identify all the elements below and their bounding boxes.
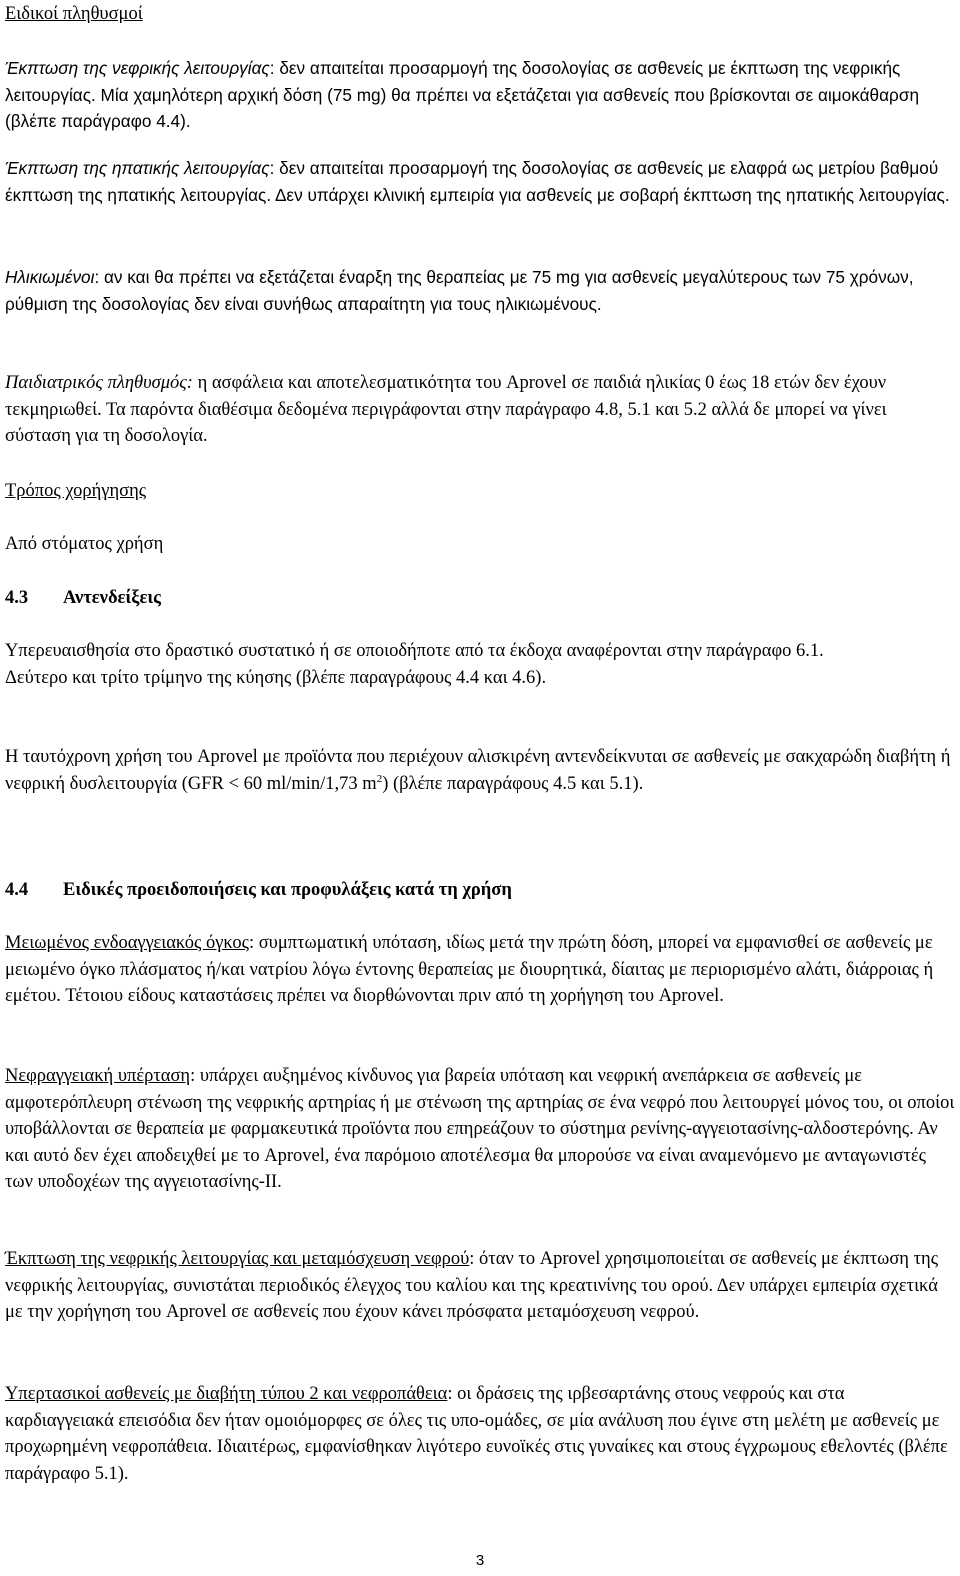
- elderly-paragraph: Ηλικιωμένοι: αν και θα πρέπει να εξετάζεται έναρξη της θεραπείας με 75 mg για ασθενείς μεγαλύτερους των 75 χρόνων, ρύθμιση της δοσολογίας δεν είναι συνήθως απαραίτητη για τους ηλικιωμένους.: [5, 267, 914, 314]
- elderly-label: Ηλικιωμένοι: [5, 267, 95, 287]
- renovascular-label: Νεφραγγειακή υπέρταση: [5, 1066, 191, 1086]
- section-title: Αντενδείξεις: [63, 588, 161, 608]
- paediatric-label: Παιδιατρικός πληθυσμός:: [5, 373, 193, 393]
- section-number: 4.3: [5, 588, 29, 608]
- paediatric-paragraph: Παιδιατρικός πληθυσμός: η ασφάλεια και αποτελεσματικότητα του Aprovel σε παιδιά ηλικίας 0 έως 18 ετών δεν έχουν τεκμηριωθεί. Τα παρόντα διαθέσιμα δεδομένα περιγράφονται στην παράγραφο 4.8, 5.1 και 5.2 αλλά δε μπορεί να γίνει σύσταση για τη δοσολογία.: [5, 373, 887, 446]
- volume-depletion-label: Μειωμένος ενδοαγγειακός όγκος: [5, 933, 249, 953]
- page-number: 3: [475, 1552, 485, 1569]
- renal-impairment-paragraph: Έκπτωση της νεφρικής λειτουργίας: δεν απαιτείται προσαρμογή της δοσολογίας σε ασθενείς με έκπτωση της νεφρικής λειτουργίας. Μία χαμηλότερη αρχική δόση (75 mg) θα πρέπει να εξετάζεται για ασθενείς που βρίσκονται σε αιμοκάθαρση (βλέπε παράγραφο 4.4).: [5, 58, 920, 131]
- section-number: 4.4: [5, 880, 29, 900]
- renal-transplant-paragraph: Έκπτωση της νεφρικής λειτουργίας και μεταμόσχευση νεφρού: όταν το Aprovel χρησιμοποιείται σε ασθενείς με έκπτωση της νεφρικής λειτουργίας, συνιστάται περιοδικός έλεγχος του καλίου και της κρεατινίνης του ορού. Δεν υπάρχει εμπειρία σχετικά με την χορήγηση του Aprovel σε ασθενείς που έχουν κάνει πρόσφατα μεταμόσχευση νεφρού.: [5, 1249, 939, 1322]
- renovascular-paragraph: Νεφραγγειακή υπέρταση: υπάρχει αυξημένος κίνδυνος για βαρεία υπόταση και νεφρική ανεπάρκεια σε ασθενείς με αμφοτερόπλευρη στένωση της νεφρικής αρτηρίας ή με στένωση της αρτηρίας σε ένα νεφρό που λειτουργεί μόνος του, οι οποίοι υποβάλλονται σε θεραπεία με φαρμακευτικά προϊόντα που επηρεάζουν το σύστημα ρενίνης-αγγειοτασίνης-αλδοστερόνης. Αν και αυτό δεν έχει αποδειχθεί με το Aprovel, ένα παρόμοιο αποτέλεσμα θα μπορούσε να είναι αναμενόμενο με ανταγωνιστές των υποδοχέων της αγγειοτασίνης-ΙΙ.: [5, 1066, 955, 1192]
- contraindications-paragraph-1: Υπερευαισθησία στο δραστικό συστατικό ή σε οποιοδήποτε από τα έκδοχα αναφέρονται στην παράγραφο 6.1. Δεύτερο και τρίτο τρίμηνο της κύησης (βλέπε παραγράφους 4.4 και 4.6).: [5, 641, 824, 688]
- section-4-4-heading: [5, 877, 955, 904]
- volume-depletion-paragraph: Μειωμένος ενδοαγγειακός όγκος: συμπτωματική υπόταση, ιδίως μετά την πρώτη δόση, μπορεί να εμφανισθεί σε ασθενείς με μειωμένο όγκο πλάσματος ή/και νατρίου λόγω έντονης θεραπείας με διουρητικά, δίαιτας με περιορισμένο αλάτι, διάρροιας ή εμέτου. Τέτοιου είδους καταστάσεις πρέπει να διορθώνονται πριν από τη χορήγηση του Aprovel.: [5, 933, 934, 1006]
- renal-transplant-label: Έκπτωση της νεφρικής λειτουργίας και μεταμόσχευση νεφρού: [5, 1249, 470, 1269]
- section-title: Ειδικές προειδοποιήσεις και προφυλάξεις κατά τη χρήση: [63, 880, 512, 900]
- diabetic-nephropathy-paragraph: Υπερτασικοί ασθενείς με διαβήτη τύπου 2 και νεφροπάθεια: οι δράσεις της ιρβεσαρτάνης στους νεφρούς και στα καρδιαγγειακά επεισόδια δεν ήταν ομοιόμορφες σε όλες τις υπο-ομάδες, σε μία ανάλυση που έγινε στη μελέτη με ασθενείς με προχωρημένη νεφροπάθεια. Ιδιαιτέρως, εμφανίσθηκαν λιγότερο ευνοϊκές στις γυναίκες και στους έγχρωμους εθελοντές (βλέπε παράγραφο 5.1).: [5, 1384, 948, 1484]
- administration-heading: Τρόπος χορήγησης: [5, 481, 147, 501]
- hepatic-impairment-paragraph: Έκπτωση της ηπατικής λειτουργίας: δεν απαιτείται προσαρμογή της δοσολογίας σε ασθενείς με ελαφρά ως μετρίου βαθμού έκπτωση της ηπατικής λειτουργίας. Δεν υπάρχει κλινική εμπειρία για ασθενείς με σοβαρή έκπτωση της ηπατικής λειτουργίας.: [5, 158, 950, 205]
- hepatic-impairment-label: Έκπτωση της ηπατικής λειτουργίας: [5, 158, 270, 178]
- section-4-3-heading: [5, 585, 955, 612]
- diabetic-nephropathy-label: Υπερτασικοί ασθενείς με διαβήτη τύπου 2 και νεφροπάθεια: [5, 1384, 448, 1404]
- contraindications-paragraph-2: Η ταυτόχρονη χρήση του Aprovel με προϊόντα που περιέχουν αλισκιρένη αντενδείκνυται σε ασθενείς με σακχαρώδη διαβήτη ή νεφρική δυσλειτουργία (GFR < 60 ml/min/1,73 $m^2$) (βλέπε παραγράφους 4.5 και 5.1).: [5, 747, 951, 794]
- special-populations-heading: Ειδικοί πληθυσμοί: [5, 4, 143, 24]
- administration-text: Από στόματος χρήση: [5, 534, 164, 554]
- renal-impairment-label: Έκπτωση της νεφρικής λειτουργίας: [5, 58, 270, 78]
